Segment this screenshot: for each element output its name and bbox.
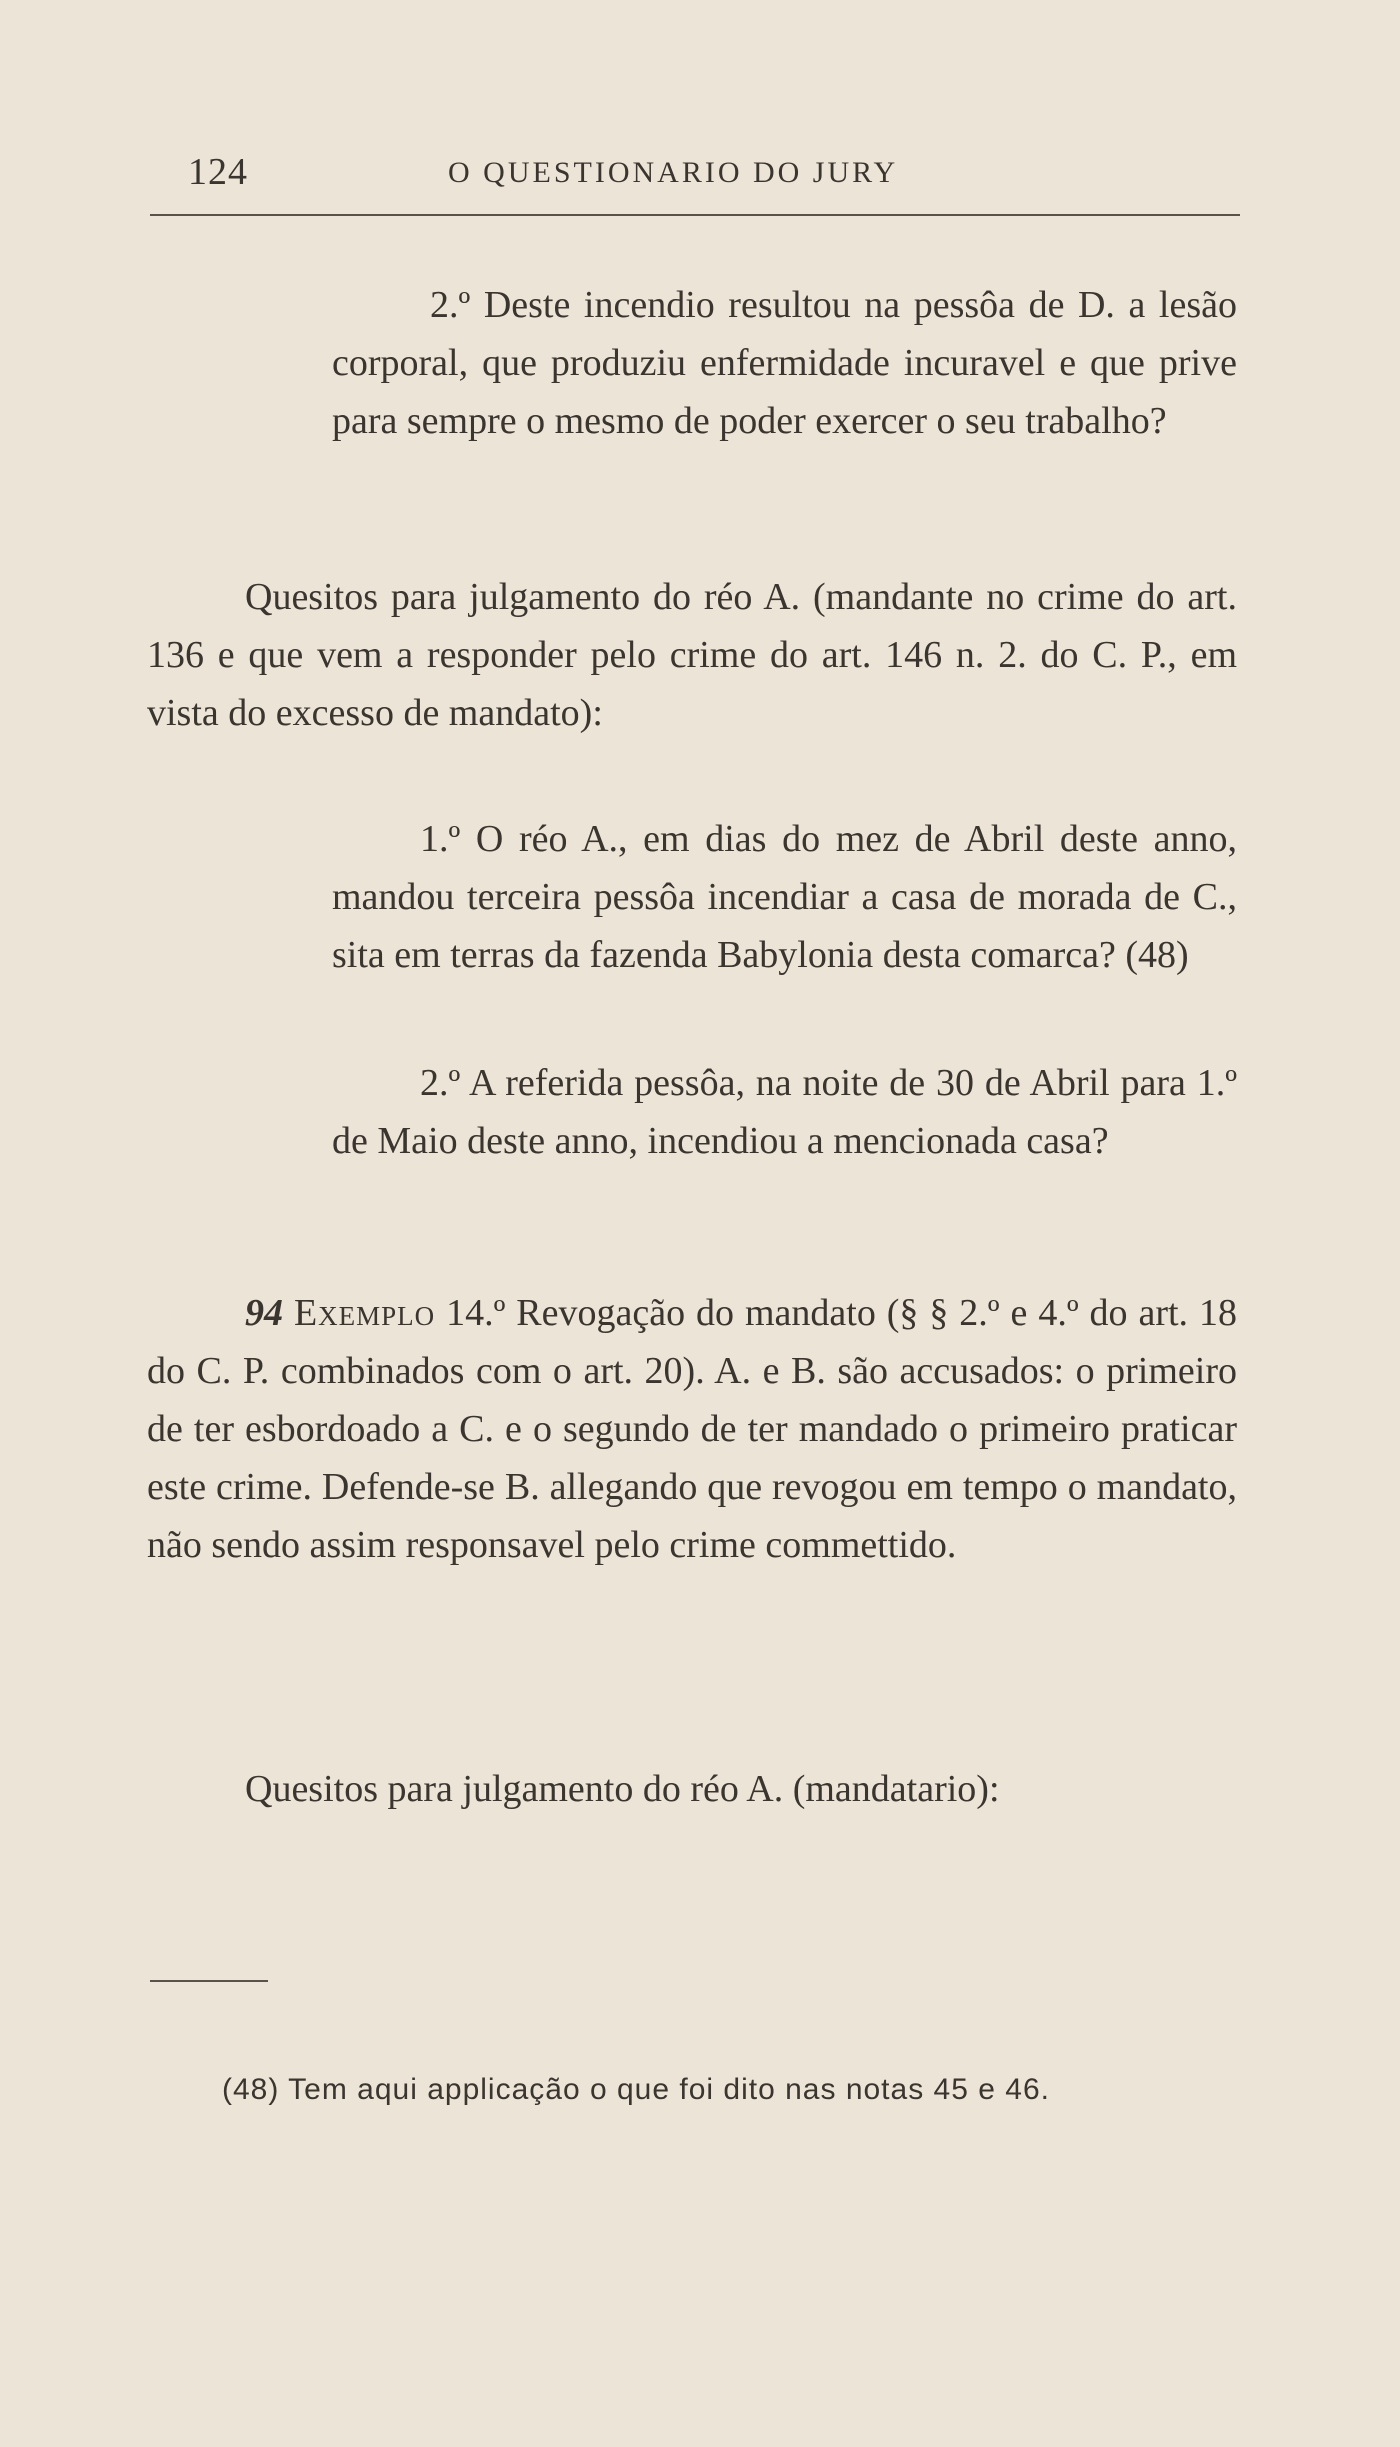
footnote-rule — [150, 1980, 268, 1982]
paragraph-question-2-reo-a: 2.º A referida pessôa, na noite de 30 de Abril para 1.º de Maio deste anno, incendiou a mencionada casa? — [332, 1062, 1237, 1162]
example-text: 14.º Revogação do mandato (§ § 2.º e 4.º do art. 18 do C. P. combinados com o art. 20). A. e B. são accusados: o primeiro de ter esbordoado a C. e o segundo de ter mandado o primeiro praticar este crime. Defende-se B. allegando que revogou em tempo o mandato, não sendo assim responsavel pelo crime commettido. — [147, 1292, 1237, 1566]
paragraph-question-1-reo-a: 1.º O réo A., em dias do mez de Abril deste anno, mandou terceira pessôa incendiar a casa de morada de C., sita em terras da fazenda Babylonia desta comarca? (48) — [332, 818, 1237, 976]
header-rule — [150, 214, 1240, 216]
page-header — [150, 150, 1240, 200]
paragraph-exemplo-14 — [147, 1284, 1237, 1574]
footnote-48: (48) Tem aqui applicação o que foi dito nas notas 45 e 46. — [222, 2073, 1050, 2106]
paragraph-quesitos-mandatario: Quesitos para julgamento do réo A. (mandatario): — [245, 1768, 1000, 1810]
example-number: 94 — [245, 1292, 283, 1334]
running-title: O QUESTIONARIO DO JURY — [448, 156, 899, 189]
paragraph-question-2: 2.º Deste incendio resultou na pessôa de D. a lesão corporal, que produziu enfermidade incuravel e que prive para sempre o mesmo de poder exercer o seu trabalho? — [332, 284, 1237, 442]
example-label: Exemplo — [293, 1292, 436, 1334]
paragraph-quesitos-mandante: Quesitos para julgamento do réo A. (mandante no crime do art. 136 e que vem a responder pelo crime do art. 146 n. 2. do C. P., em vista do excesso de mandato): — [147, 576, 1237, 734]
page-number: 124 — [188, 151, 248, 193]
